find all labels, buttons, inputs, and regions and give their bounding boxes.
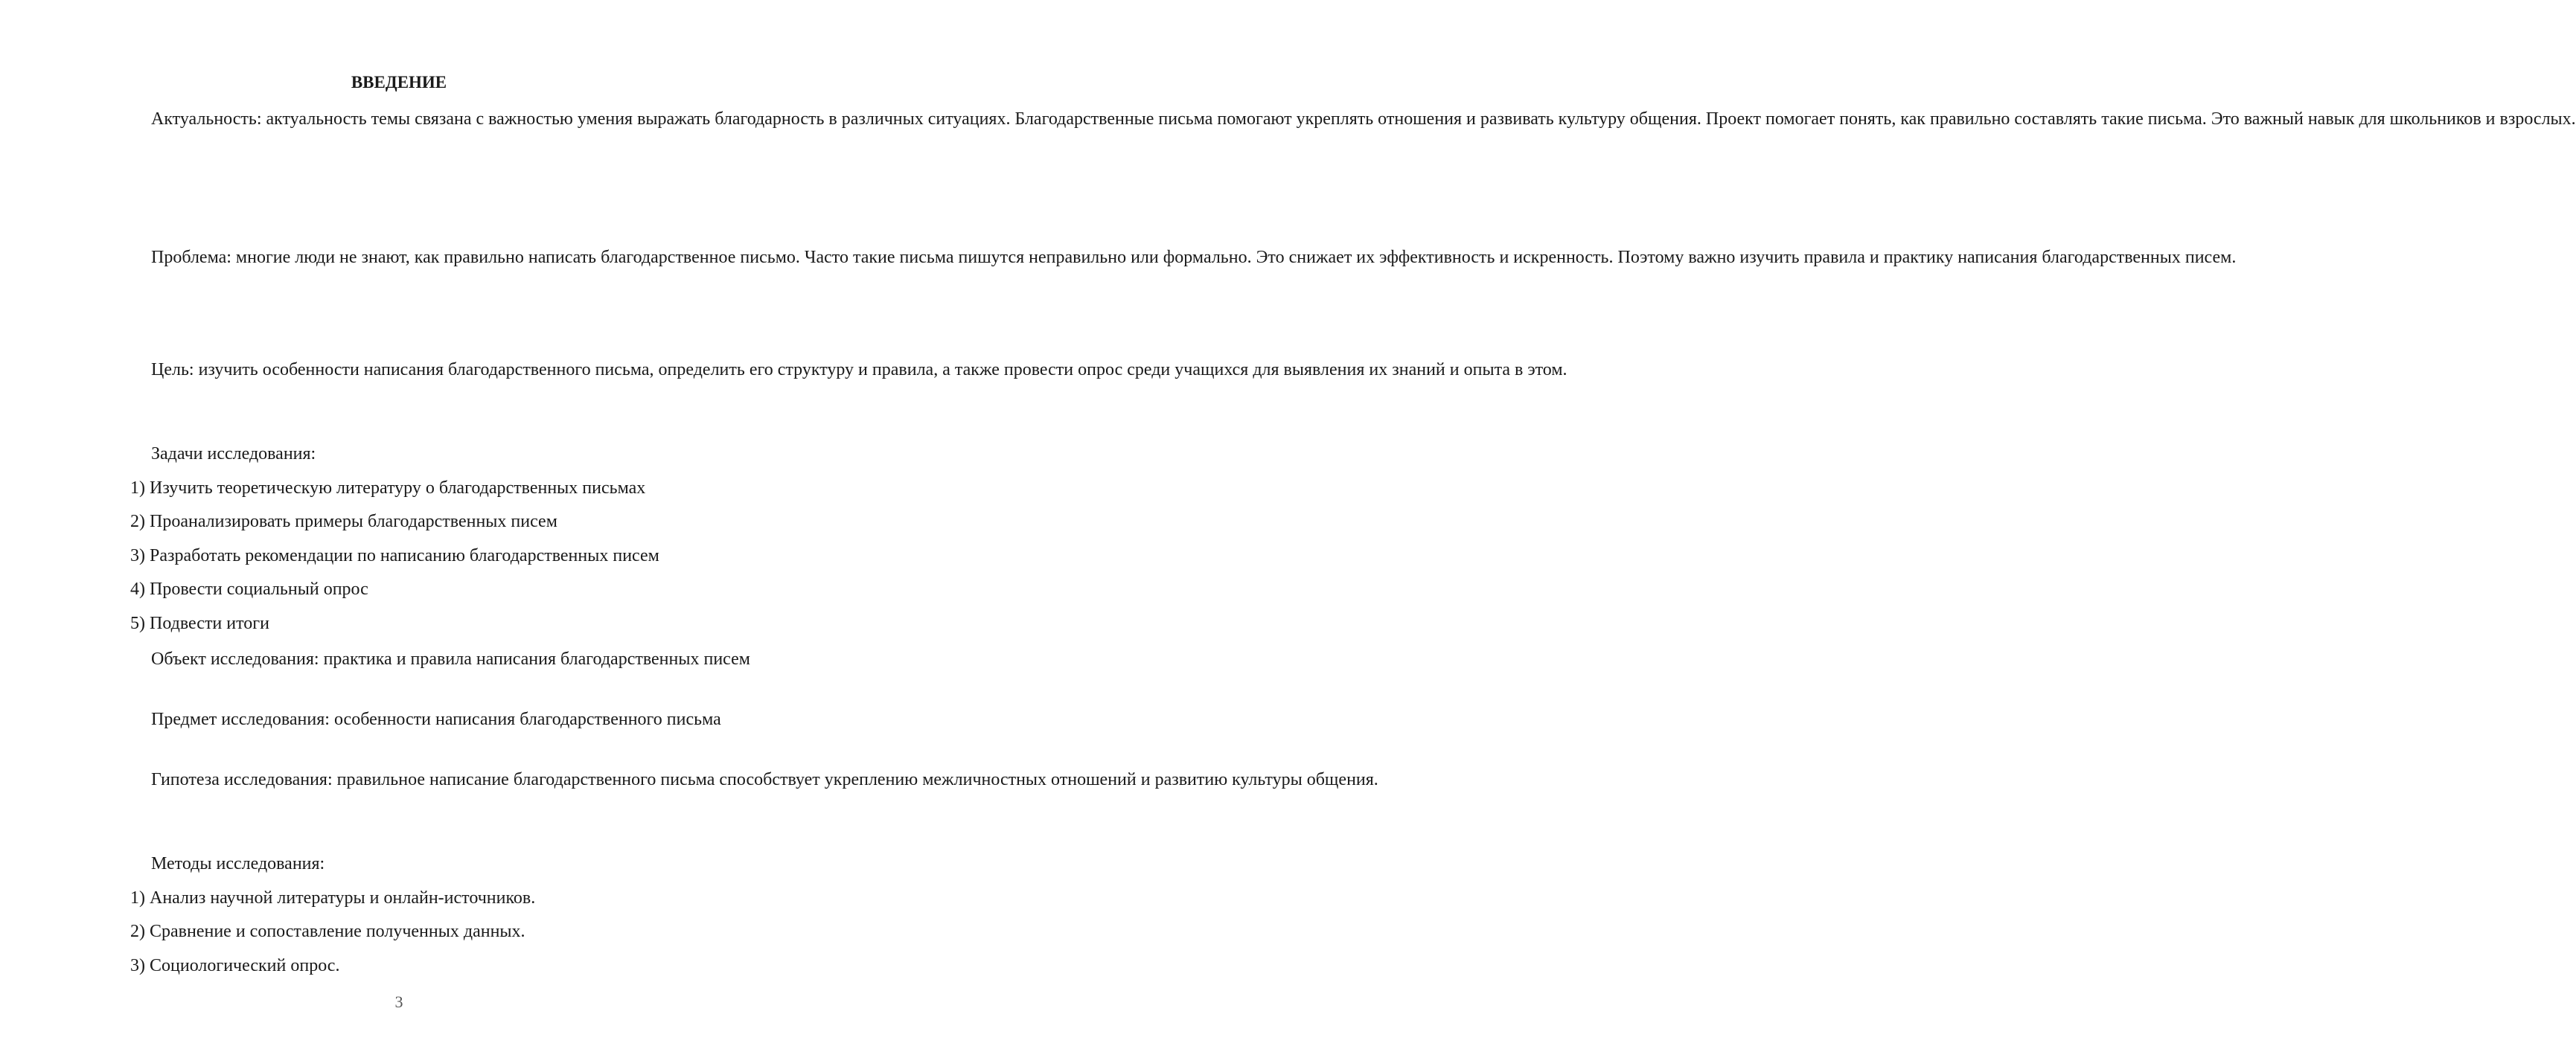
paragraph-goal: Цель: изучить особенности написания благодарственного письма, определить его структуру и правила, а также провести опрос среди учащихся для выявления их знаний и опыта в этом. xyxy=(151,360,1567,379)
tasks-heading: Задачи исследования: xyxy=(151,444,316,464)
task-item-4: 4) Провести социальный опрос xyxy=(130,580,368,599)
page-number: 3 xyxy=(394,992,403,1011)
paragraph-relevance: Актуальность: актуальность темы связана с важностью умения выражать благодарность в различных ситуациях. Благодарственные письма помогают укреплять отношения и развивать культуру общения. Проект помогает понять, как правильно составлять такие письма. Это важный навык для школьников и взрослых. xyxy=(151,109,2576,129)
page-title: ВВЕДЕНИЕ xyxy=(351,73,447,92)
method-item-3: 3) Социологический опрос. xyxy=(130,956,340,975)
methods-heading: Методы исследования: xyxy=(151,854,325,873)
task-item-1: 1) Изучить теоретическую литературу о благодарственных письмах xyxy=(130,478,646,498)
paragraph-problem: Проблема: многие люди не знают, как правильно написать благодарственное письмо. Часто такие письма пишутся неправильно или формально. Это снижает их эффективность и искренность. Поэтому важно изучить правила и практику написания благодарственных писем. xyxy=(151,248,2237,267)
paragraph-subject: Предмет исследования: особенности написания благодарственного письма xyxy=(151,710,721,729)
paragraph-object: Объект исследования: практика и правила написания благодарственных писем xyxy=(151,650,750,669)
method-item-1: 1) Анализ научной литературы и онлайн-источников. xyxy=(130,888,536,908)
task-item-2: 2) Проанализировать примеры благодарственных писем xyxy=(130,512,557,531)
task-item-5: 5) Подвести итоги xyxy=(130,614,269,633)
method-item-2: 2) Сравнение и сопоставление полученных данных. xyxy=(130,922,525,941)
paragraph-hypothesis: Гипотеза исследования: правильное написание благодарственного письма способствует укреплению межличностных отношений и развитию культуры общения. xyxy=(151,770,1378,789)
task-item-3: 3) Разработать рекомендации по написанию благодарственных писем xyxy=(130,546,659,565)
